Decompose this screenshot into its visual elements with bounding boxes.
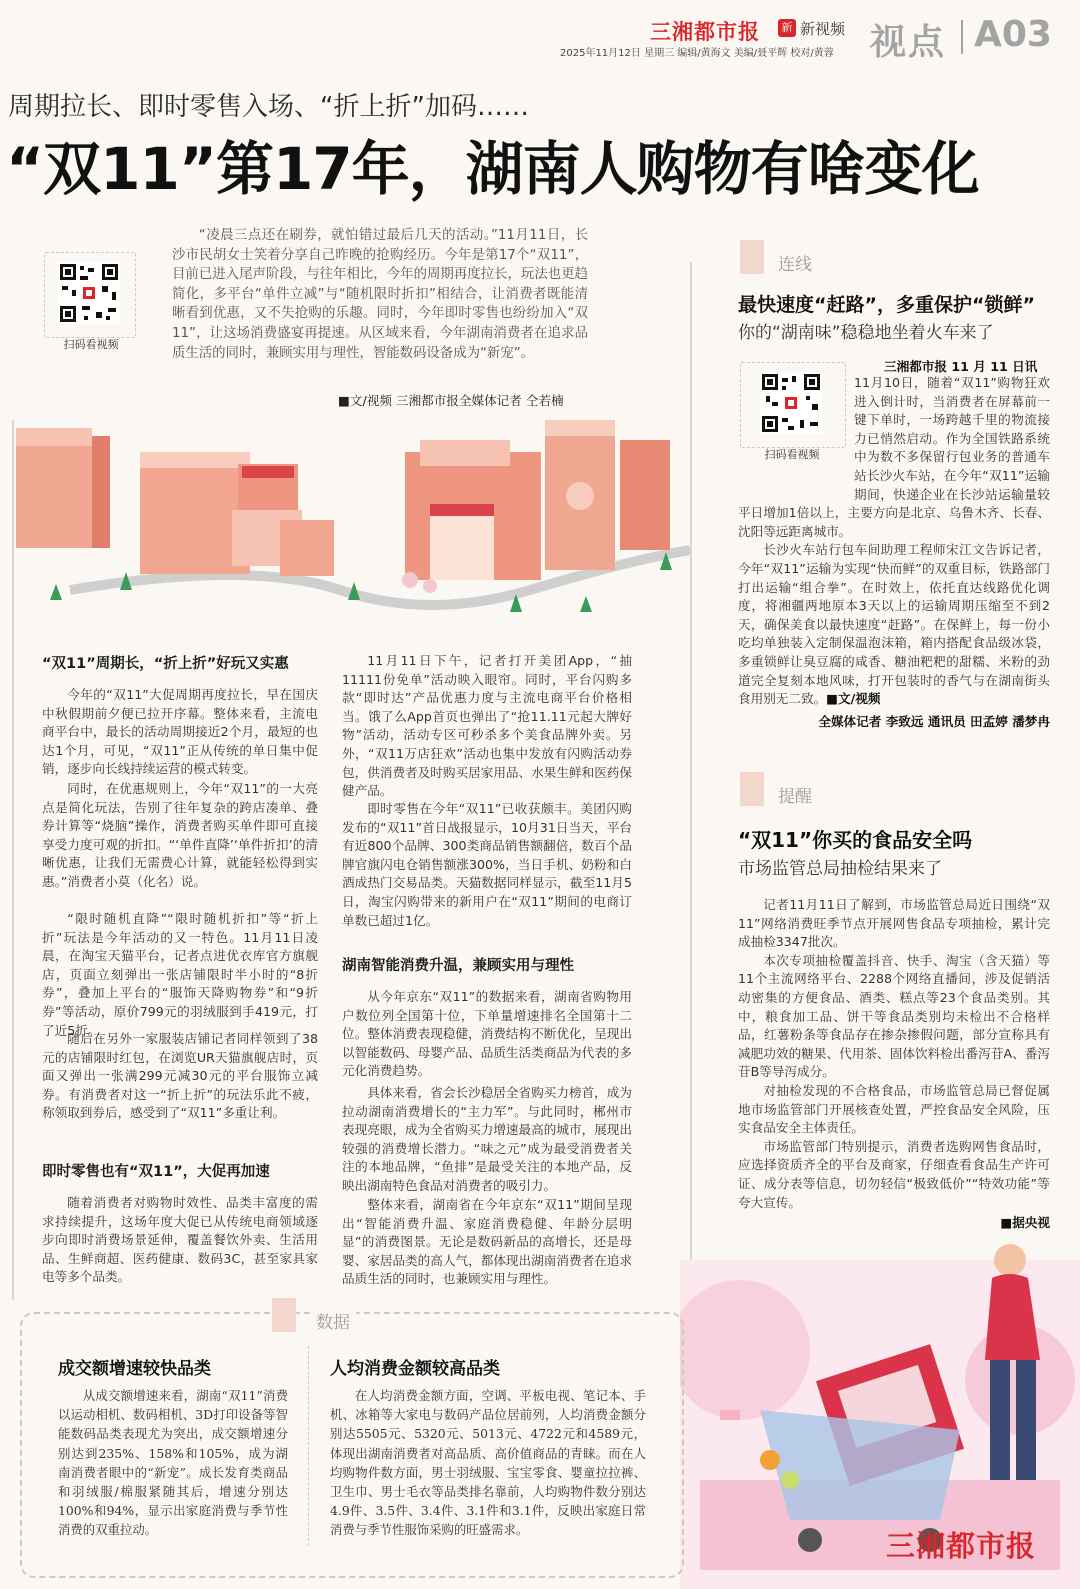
col1-heading-2: 即时零售也有“双11”，大促再加速 <box>42 1164 270 1180</box>
data-left-title: 成交额增速较快品类 <box>58 1359 211 1379</box>
qr-float-spacer <box>738 374 854 488</box>
lianxian-para-2-end: ■文/视频 <box>826 691 881 707</box>
tixing-title: “双11”你买的食品安全吗 <box>738 828 973 852</box>
data-right-title: 人均消费金额较高品类 <box>330 1359 500 1379</box>
section-name: 视点 <box>870 22 947 63</box>
col1-para-5: 随着消费者对购物时效性、品类丰富度的需求持续提升，这场年度大促已从传统电商领域逐步向即时消费场景延伸，覆盖餐饮外卖、生活用品、生鲜商超、医药健康、数码3C，甚至家具家电等多个品类。 <box>42 1195 318 1285</box>
data-tag-box <box>272 1298 296 1332</box>
col1-para-1: 今年的“双11”大促周期再度拉长，早在国庆中秋假期前夕便已拉开序幕。整体来看，主流电商平台中，最长的活动周期接近2个月，最短的也达1个月，可见，“双11”正从传统的单日集中促销，逐步向长线持续运营的模式转变。 <box>42 687 318 777</box>
lianxian-tag: 连线 <box>778 255 812 275</box>
lianxian-subtitle: 你的“湖南味”稳稳地坐着火车来了 <box>738 323 994 343</box>
tixing-tag: 提醒 <box>778 787 812 807</box>
data-left-text: 从成交额增速来看，湖南“双11”消费以运动相机、数码相机、3D打印设备等智能数码品类表现尤为突出，成交额增速分别达到235%、158%和105%，成为湖南消费者眼中的“新宠”。成长发育类商品和羽绒服/棉服紧随其后，增速分别达100%和94%，显示出家庭消费与季节性消费的双重拉动。 <box>58 1388 288 1538</box>
tixing-para-2: 本次专项抽检覆盖抖音、快手、淘宝（含天猫）等11个主流网络平台、2288个网络直播间，涉及促销活动密集的方便食品、酒类、糕点等23个食品类别。其中，粮食加工品、饼干等食品类别均未检出不合格样品，红薯粉条等食品存在掺杂掺假问题，部分宣称具有减肥功效的糖果、代用茶、固体饮料检出番泻苷A、番泻苷B等导泻成分。 <box>738 952 1050 1080</box>
tixing-para-3: 对抽检发现的不合格食品，市场监管总局已督促属地市场监管部门开展核查处置，严控食品安全风险，压实食品安全主体责任。 <box>738 1082 1050 1136</box>
lead-byline: ■文/视频 三湘都市报全媒体记者 仝若楠 <box>338 393 564 408</box>
headline-kicker: 周期拉长、即时零售入场、“折上折”加码…… <box>8 92 529 122</box>
data-right-text: 在人均消费金额方面，空调、平板电视、笔记本、手机、冰箱等大家电与数码产品位居前列，人均消费金额分别达5505元、5320元、5013元、4722元和4589元，体现出湖南消费者对高品质、高价值商品的青睐。而在人均购物件数方面，男士羽绒服、宝宝零食、婴童拉拉裤、卫生巾、男士毛衣等品类排名靠前，人均购物件数分别达4.9件、3.5件、3.4件、3.1件和3.1件，反映出家庭日常消费与季节性服饰采购的旺盛需求。 <box>330 1388 646 1538</box>
col2-heading-1: 湖南智能消费升温，兼顾实用与理性 <box>342 958 574 974</box>
qr-label: 扫码看视频 <box>764 448 820 461</box>
footer-brand: 三湘都市报 <box>886 1529 1037 1563</box>
tixing-para-1: 记者11月11日了解到，市场监管总局近日围绕“双11”网络消费旺季节点开展网售食品专项抽检，累计完成抽检3347批次。 <box>738 897 1050 950</box>
right-rule <box>690 262 692 1292</box>
page-number: A03 <box>974 14 1052 55</box>
lianxian-dateline: 三湘都市报 11 月 11 日讯 <box>884 359 1038 374</box>
masthead <box>560 14 1070 64</box>
tixing-subtitle: 市场监管总局抽检结果来了 <box>738 859 942 879</box>
lianxian-para-2 <box>738 541 1050 708</box>
app-logo-icon: 新 <box>778 19 796 37</box>
col2-para-1: 11月11日下午，记者打开美团App，“抽11111份免单”活动映入眼帘。同时，平台闪购多款“即时达”产品优惠力度与主流电商平台价格相当。饿了么App首页也弹出了“抢11.11元起大牌好物”活动，活动专区可秒杀多个美食品牌外卖。另外，“双11万店狂欢”活动也集中发放有闪购活动券包，供消费者及时购买居家用品、水果生鲜和医药保健产品。 <box>342 653 632 799</box>
data-divider <box>308 1346 309 1546</box>
masthead-video: 新视频 <box>800 20 846 38</box>
section-divider <box>961 20 963 54</box>
col2-para-3: 从今年京东“双11”的数据来看，湖南省购物用户数位列全国第十位，下单量增速排名全国第十二位。整体消费表现稳健，消费结构不断优化，呈现出以智能数码、母婴产品、品质生活类商品为代表的多元化消费趋势。 <box>342 989 632 1079</box>
col2-para-4: 具体来看，省会长沙稳居全省购买力榜首，成为拉动湖南消费增长的“主力军”。与此同时，郴州市表现亮眼，成为全省购买力增速最高的城市，展现出较强的消费增长潜力。“味之元”成为最受消费者关注的本地品牌，“鱼排”是最受关注的本地产品，反映出湖南特色食品对消费者的吸引力。 <box>342 1085 632 1193</box>
masthead-brand: 三湘都市报 <box>650 20 760 44</box>
lianxian-para-2-text: 长沙火车站行包车间助理工程师宋江文告诉记者，今年“双11”运输为实现“快而鲜”的双重目标，铁路部门打出运输“组合拳”。在时效上，依托直达线路优化调度，将湘疆两地原本3天以上的运输周期压缩至不到2天，确保美食以最快速度“赶路”。在保鲜上，每一份小吃均单独装入定制保温泡沫箱，箱内搭配食品级冰袋，多重锁鲜让臭豆腐的咸香、糖油粑粑的甜糯、米粉的劲道完全复刻本地风味，打开包装时的香气与在湖南街头食用别无二致。 <box>738 542 1050 707</box>
headline-title: “双11”第17年，湖南人购物有啥变化 <box>6 135 979 203</box>
qr-label: 扫码看视频 <box>63 338 119 351</box>
col1-para-4: 随后在另外一家服装店铺记者同样领到了38元的店铺限时红包，在浏览UR天猫旗舰店时，页面又弹出一张满299元减30元的平台服饰立减券。有消费者对这一“折上折”的玩法乐此不疲，称领取到券后，感受到了“双11”多重让利。 <box>42 1031 318 1121</box>
tixing-tag-box <box>740 772 764 806</box>
col2-para-5: 整体来看，湖南省在今年京东“双11”期间呈现出“智能消费升温、家庭消费稳健、年龄分层明显”的消费图景。无论是数码新品的高增长，还是母婴、家居品类的高人气，都体现出湖南消费者在追求品质生活的同时，也兼顾实用与理性。 <box>342 1197 632 1287</box>
lianxian-para-1: 11月10日，随着“双11”购物狂欢进入倒计时，当消费者在屏幕前一键下单时，一场跨越千里的物流接力已悄然启动。作为全国铁路系统中为数不多保留行包业务的普通车站长沙火车站，在今年“双11”运输期间，快递企业在长沙站运输量较平日增加1倍以上，主要方向是北京、乌鲁木齐、长春、沈阳等远距离城市。 <box>738 375 1050 539</box>
lianxian-body <box>738 374 1050 730</box>
lianxian-tag-box <box>740 240 764 274</box>
tixing-byline: ■据央视 <box>1000 1215 1050 1231</box>
tixing-para-4: 市场监管部门特别提示，消费者选购网售食品时，应选择资质齐全的平台及商家，仔细查看食品生产许可证、成分表等信息，切勿轻信“极致低价”“特效功能”等夸大宣传。 <box>738 1138 1050 1210</box>
shopping-street-illustration <box>10 400 690 632</box>
tixing-body <box>738 896 1050 1231</box>
col2-para-2: 即时零售在今年“双11”已收获颇丰。美团闪购发布的“双11”首日战报显示，10月31日当天，平台有近800个品牌、300类商品销售额翻倍，数百个品牌官旗闪电仓销售额涨300%，当日手机、奶粉和白酒成热门交易品类。天猫数据同样显示，截至11月5日，淘宝闪购带来的新用户在“双11”期间的电商订单数已超过1亿。 <box>342 801 632 928</box>
lead-text: “凌晨三点还在刷券，就怕错过最后几天的活动。”11月11日，长沙市民胡女士笑着分享自己昨晚的抢购经历。今年是第17个“双11”，目前已进入尾声阶段，与往年相比，今年的周期再度拉长，玩法也更趋简化，多平台“单件立减”与“随机限时折扣”相结合，让消费者既能清晰看到优惠，又不失抢购的乐趣。同时，今年即时零售也纷纷加入“双11”，让这场消费盛宴再提速。从区域来看，今年湖南消费者在追求品质生活的同时，兼顾实用与理性，智能数码设备成为“新宠”。 <box>172 228 588 361</box>
data-tag: 数据 <box>310 1308 356 1333</box>
qr-code-icon[interactable] <box>58 262 120 324</box>
col1-para-3: “限时随机直降”“限时随机折扣”等“折上折”玩法是今年活动的又一特色。11月11日凌晨，在淘宝天猫平台，记者点进优衣库官方旗舰店，页面立刻弹出一张店铺限时半小时的“8折券”，叠加上平台的“服饰天降购物券”和“9折券”等活动，原价799元的羽绒服到手419元，打了近5折。 <box>42 911 318 1038</box>
lianxian-title: 最快速度“赶路”，多重保护“锁鲜” <box>738 294 1035 316</box>
lianxian-byline: 全媒体记者 李致远 通讯员 田孟婷 潘梦冉 <box>818 713 1050 729</box>
col1-para-2: 同时，在优惠规则上，今年“双11”的一大亮点是简化玩法，告别了往年复杂的跨店凑单、叠券计算等“烧脑”操作，消费者购买单件即可直接享受力度可观的折扣。“‘单件直降’‘单件折扣’的清晰优惠，让我们无需费心计算，就能轻松得到实惠。”消费者小莫（化名）说。 <box>42 781 318 889</box>
qr-block-lead <box>44 252 138 356</box>
col1-heading-1: “双11”周期长，“折上折”好玩又实惠 <box>42 656 289 672</box>
masthead-meta: 2025年11月12日 星期三 编辑/黄海文 美编/聂平辉 校对/黄蓉 <box>560 48 834 59</box>
